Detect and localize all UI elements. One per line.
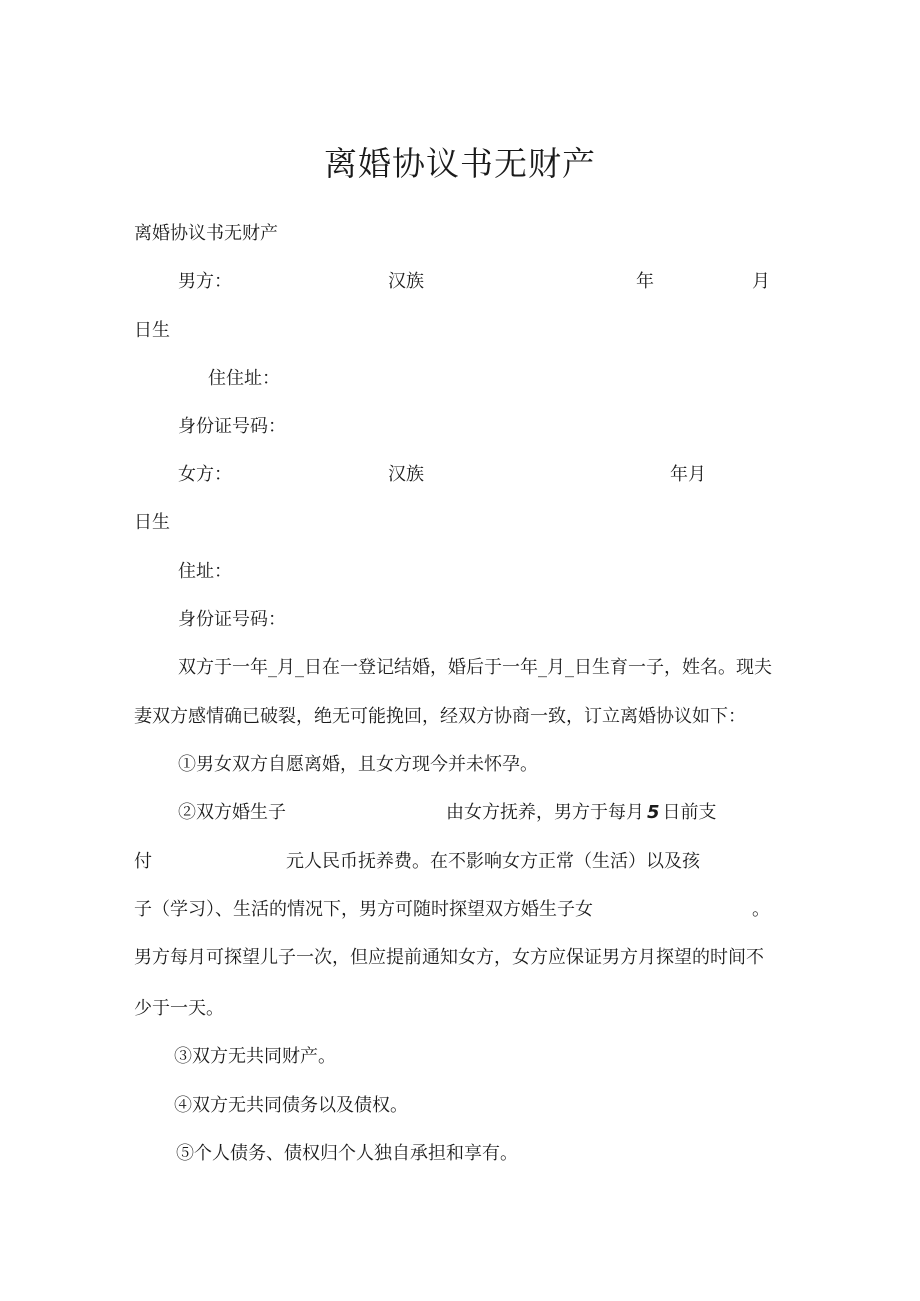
male-ethnicity: 汉族 — [388, 271, 424, 292]
clause-2-line-2: 元人民币抚养费。在不影响女方正常（生活）以及孩 — [286, 851, 700, 872]
female-label: 女方： — [178, 464, 232, 485]
clause-1: ①男女双方自愿离婚，且女方现今并未怀孕。 — [178, 754, 538, 775]
male-birth-month: 月 — [752, 271, 770, 292]
document-subtitle: 离婚协议书无财产 — [134, 223, 278, 244]
male-address-label: 住住址： — [208, 368, 280, 389]
male-id-label: 身份证号码： — [178, 416, 286, 437]
intro-paragraph-line-2: 妻双方感情确已破裂，绝无可能挽回，经双方协商一致，订立离婚协议如下： — [134, 706, 746, 727]
clause-2-text: 由女方抚养，男方于每月 — [446, 802, 644, 823]
female-ethnicity: 汉族 — [388, 464, 424, 485]
female-birth-day: 日生 — [134, 512, 170, 533]
female-address-label: 住址： — [178, 561, 232, 582]
female-birth-year-month: 年月 — [670, 464, 706, 485]
female-id-label: 身份证号码： — [178, 609, 286, 630]
clause-4: ④双方无共同债务以及债权。 — [174, 1095, 408, 1116]
male-birth-year: 年 — [636, 271, 654, 292]
male-label: 男方： — [178, 271, 232, 292]
clause-2-line-5: 少于一天。 — [134, 998, 224, 1019]
clause-2-line-3: 子（学习）、生活的情况下，男方可随时探望双方婚生子女 — [134, 899, 593, 920]
clause-2-part-b — [446, 801, 717, 825]
clause-2-part-a: ②双方婚生子 — [178, 802, 286, 823]
clause-2-line-3-end: 。 — [752, 899, 770, 920]
clause-2-text-end: 日前支 — [662, 802, 717, 823]
clause-3: ③双方无共同财产。 — [174, 1046, 336, 1067]
intro-paragraph-line-1: 双方于一年_月_日在一登记结婚，婚后于一年_月_日生育一子，姓名。现夫 — [178, 657, 772, 678]
clause-5: ⑤个人债务、债权归个人独自承担和享有。 — [176, 1143, 518, 1164]
clause-2-line-2-start: 付 — [134, 851, 152, 872]
male-birth-day: 日生 — [134, 320, 170, 341]
clause-2-line-4: 男方每月可探望儿子一次，但应提前通知女方，女方应保证男方月探望的时间不 — [134, 947, 764, 968]
clause-2-day-number: 5 — [647, 802, 660, 823]
page-title: 离婚协议书无财产 — [324, 144, 596, 183]
